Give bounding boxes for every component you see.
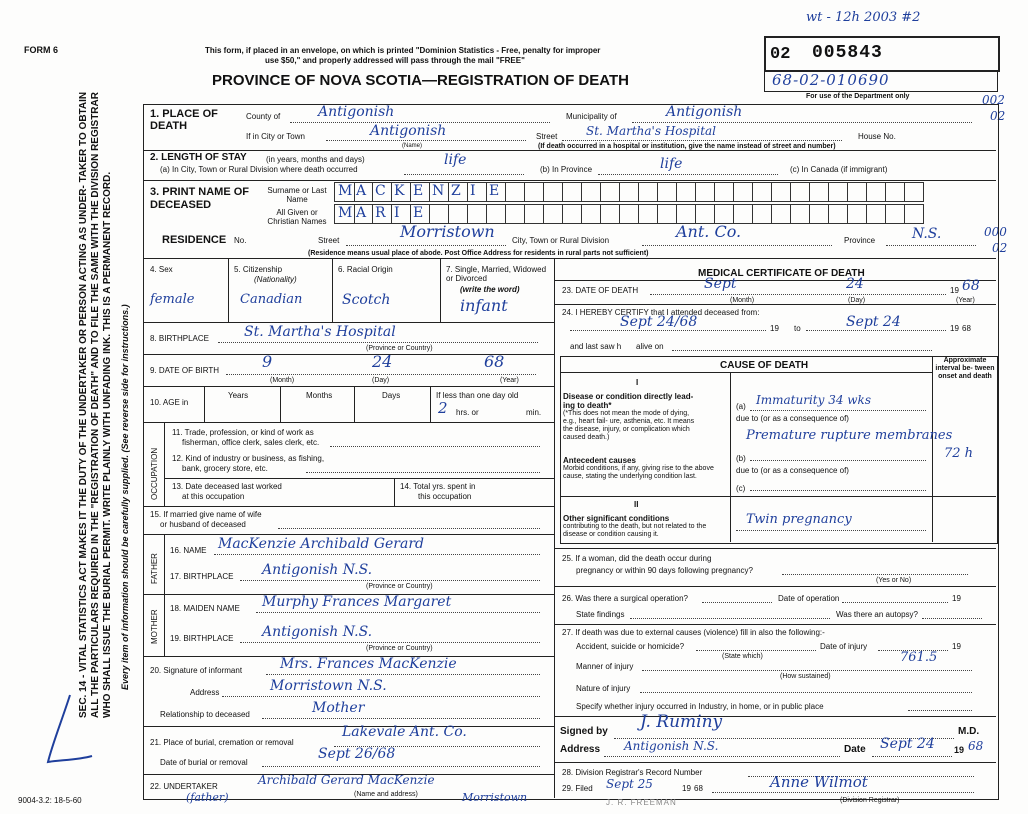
occ-11-line1: 11. Trade, profession, or kind of work as — [172, 428, 314, 437]
citizenship-sub: (Nationality) — [254, 275, 297, 284]
how-sustained-label: (How sustained) — [780, 673, 831, 680]
reg-number-handwritten: 68-02-010690 — [772, 71, 890, 89]
dob-month-label: (Month) — [270, 377, 295, 384]
dob-label: 9. DATE OF BIRTH — [150, 366, 220, 375]
given-names-label: All Given or Christian Names — [267, 208, 327, 226]
name-sublabel: (Name) — [402, 143, 423, 149]
mother-maiden-label: 18. MAIDEN NAME — [170, 604, 240, 613]
surname-letter-box[interactable] — [904, 182, 924, 202]
residence-street-label: Street — [318, 236, 340, 245]
attended-century-2: 19 — [950, 324, 959, 333]
surname-letter: E — [413, 183, 424, 199]
print-name-label: 3. PRINT NAME OF DECEASED — [150, 186, 250, 211]
dept-use-label: For use of the Department only — [806, 93, 910, 100]
surname-letter: E — [489, 183, 500, 199]
yes-no-label: (Yes or No) — [876, 577, 912, 584]
q27-label: 27. If death was due to external causes (violence) fill in also the following:- — [562, 628, 825, 637]
undertaker-town: Morristown — [462, 791, 528, 804]
footer-code: 9004-3.2: 18-5-60 — [18, 796, 82, 805]
residence-division-label: City, Town or Rural Division — [512, 236, 610, 245]
disease-label: Disease or condition directly lead- ing to death* — [563, 392, 694, 410]
informant-address-value[interactable]: Morristown N.S. — [270, 678, 387, 694]
racial-origin-value[interactable]: Scotch — [342, 292, 391, 308]
margin-mark-icon — [40, 690, 100, 770]
burial-place-value[interactable]: Lakevale Ant. Co. — [342, 724, 467, 740]
residence-province-label: Province — [844, 236, 876, 245]
surname-letter-box[interactable] — [638, 182, 658, 202]
surname-letter-box[interactable] — [676, 182, 696, 202]
length-of-stay-label: 2. LENGTH OF STAY — [150, 152, 247, 163]
surname-letter-box[interactable] — [885, 182, 905, 202]
surname-letter-box[interactable] — [847, 182, 867, 202]
vital-statistics-instructions: SEC. 14 - VITAL STATISTICS ACT MAKES IT THE DUTY OF THE UNDERTAKER OR PERSON ACTING AS UNDER- TAKER TO OBTAIN ALL THE PARTICULARS REQUIRED IN THE "REGISTRATION OF DEATH" AND TO FILE THE SAME WITH THE DIVISION REGISTRAR WHO SHALL ISSUE THE BURIAL PERMIT. WRITE PLAINLY WITH UNFADING INK. THIS IS A PERMANENT RECORD. — [78, 91, 113, 718]
sign-date-label: Date — [844, 744, 866, 755]
surname-letter-box[interactable] — [467, 182, 487, 202]
occ-12-line2: bank, grocery store, etc. — [182, 464, 268, 473]
accident-label: Accident, suicide or homicide? — [576, 642, 685, 651]
place-of-death-label: 1. PLACE OF DEATH — [150, 108, 218, 132]
attended-century-1: 19 — [770, 324, 779, 333]
municipality-label: Municipality of — [566, 112, 617, 121]
q29-label: 29. Filed — [562, 784, 593, 793]
given-letter-box[interactable] — [866, 204, 886, 224]
surname-letter-box[interactable] — [828, 182, 848, 202]
surname-letter-box[interactable] — [600, 182, 620, 202]
age-days-label: Days — [382, 391, 401, 400]
corner-note: wt - 12h 2003 #2 — [806, 10, 921, 25]
surname-letter: A — [356, 183, 367, 199]
occ-11-line2: fisherman, office clerk, sales clerk, etc. — [182, 438, 320, 447]
sign-year[interactable]: 68 — [968, 739, 984, 753]
death-year[interactable]: 68 — [962, 278, 980, 294]
given-letter-box[interactable] — [885, 204, 905, 224]
given-letter: E — [413, 205, 424, 221]
registrar-stamp: J. R. FREEMAN — [606, 798, 677, 807]
surname-letter-box[interactable] — [771, 182, 791, 202]
reverse-side-note: Every item of information should be carefully supplied. (See reverse side for instructions.) — [120, 304, 130, 690]
residence-province-value[interactable]: N.S. — [912, 226, 942, 242]
given-letter: M — [338, 205, 353, 221]
antecedent-label: Antecedent causes — [563, 456, 636, 465]
death-day-label: (Day) — [848, 297, 866, 304]
given-letter: A — [356, 205, 367, 221]
nature-label: Nature of injury — [576, 684, 631, 693]
father-side-label: FATHER — [150, 553, 159, 584]
surname-letter-box[interactable] — [581, 182, 601, 202]
specify-label: Specify whether injury occurred in Industry, in home, or in public place — [576, 702, 824, 711]
form-label: FORM 6 — [24, 45, 59, 55]
mother-birthplace-label: 19. BIRTHPLACE — [170, 634, 234, 643]
attended-year: 68 — [962, 324, 971, 333]
surname-letter-box[interactable] — [695, 182, 715, 202]
given-letter-box[interactable] — [429, 204, 449, 224]
burial-date-value[interactable]: Sept 26/68 — [318, 746, 396, 762]
death-month-label: (Month) — [730, 297, 755, 304]
given-letter-box[interactable] — [486, 204, 506, 224]
birthplace-label: 8. BIRTHPLACE — [150, 334, 209, 343]
signed-by-label: Signed by — [560, 726, 608, 737]
age-less-label: If less than one day old — [436, 391, 519, 400]
registrar-label: (Division Registrar) — [840, 797, 900, 804]
spouse-line1: 15. If married give name of wife — [150, 510, 262, 519]
surname-letter-box[interactable] — [486, 182, 506, 202]
surname-letter-box[interactable] — [809, 182, 829, 202]
md-label: M.D. — [958, 726, 980, 737]
last-saw-label: and last saw h — [570, 342, 622, 351]
surname-letter-box[interactable] — [562, 182, 582, 202]
margin-code-3: 000 — [984, 225, 1007, 239]
surname-letter-box[interactable] — [752, 182, 772, 202]
father-birthplace-label: 17. BIRTHPLACE — [170, 572, 234, 581]
q26-label: 26. Was there a surgical operation? — [562, 594, 688, 603]
attended-to[interactable]: Sept 24 — [846, 314, 901, 330]
death-date-label: 23. DATE OF DEATH — [562, 286, 639, 295]
occ-13-line1: 13. Date deceased last worked — [172, 482, 282, 491]
surname-letter-box[interactable] — [543, 182, 563, 202]
due-to-label-2: due to (or as a consequence of) — [736, 466, 849, 475]
city-value[interactable]: Antigonish — [370, 123, 447, 139]
marital-sub: (write the word) — [460, 285, 520, 294]
stay-canada-label: (c) In Canada (if immigrant) — [790, 165, 888, 174]
filed-century: 19 — [682, 784, 691, 793]
relationship-value[interactable]: Mother — [312, 700, 365, 716]
given-letter-box[interactable] — [828, 204, 848, 224]
birthplace-value[interactable]: St. Martha's Hospital — [244, 324, 396, 340]
surname-letter-box[interactable] — [353, 182, 373, 202]
certify-label: 24. I HEREBY CERTIFY that I attended deceased from: — [562, 308, 760, 317]
occ-14-line2: this occupation — [418, 492, 472, 501]
city-label: If in City or Town — [246, 132, 305, 141]
citizenship-value[interactable]: Canadian — [240, 292, 303, 307]
surname-letter-box[interactable] — [410, 182, 430, 202]
given-letter-box[interactable] — [353, 204, 373, 224]
surname-letter-box[interactable] — [429, 182, 449, 202]
mother-birthplace-value[interactable]: Antigonish N.S. — [262, 624, 373, 640]
surname-letter: K — [394, 183, 405, 199]
given-letter-box[interactable] — [562, 204, 582, 224]
undertaker-note: (father) — [186, 791, 229, 804]
q28-label: 28. Division Registrar's Record Number — [562, 768, 703, 777]
relationship-label: Relationship to deceased — [160, 710, 250, 719]
operation-century: 19 — [952, 594, 961, 603]
doctor-address-value[interactable]: Antigonish N.S. — [624, 739, 719, 753]
surname-letter-box[interactable] — [372, 182, 392, 202]
occ-13-line2: at this occupation — [182, 492, 245, 501]
father-birthplace-value[interactable]: Antigonish N.S. — [262, 562, 373, 578]
county-value[interactable]: Antigonish — [318, 104, 395, 120]
surname-letter-box[interactable] — [866, 182, 886, 202]
antecedent-note: Morbid conditions, if any, giving rise to the above cause, stating the underlying condition last. — [563, 465, 714, 480]
surname-letter: Z — [451, 183, 461, 199]
given-letter-box[interactable] — [847, 204, 867, 224]
injury-code: 761.5 — [900, 650, 938, 665]
given-letter-box[interactable] — [334, 204, 355, 224]
roman-one: I — [636, 378, 639, 387]
dob-month[interactable]: 9 — [262, 352, 273, 371]
age-hrs-value[interactable]: 2 — [438, 399, 448, 417]
given-letter-box[interactable] — [372, 204, 392, 224]
surname-letter-box[interactable] — [733, 182, 753, 202]
sign-century: 19 — [954, 745, 965, 755]
medical-title: MEDICAL CERTIFICATE OF DEATH — [698, 268, 865, 279]
residence-no-label: No. — [234, 236, 247, 245]
surname-letter-box[interactable] — [714, 182, 734, 202]
reg-number: 005843 — [812, 43, 883, 63]
spouse-line2: or husband of deceased — [160, 520, 246, 529]
given-letter: I — [394, 205, 400, 221]
surname-letter-box[interactable] — [524, 182, 544, 202]
surname-letter-box[interactable] — [619, 182, 639, 202]
mother-maiden-value[interactable]: Murphy Frances Margaret — [262, 594, 452, 610]
street-value[interactable]: St. Martha's Hospital — [586, 124, 717, 138]
surname-letter-box[interactable] — [391, 182, 411, 202]
manner-label: Manner of injury — [576, 662, 634, 671]
given-letter-box[interactable] — [410, 204, 430, 224]
occ-14-line1: 14. Total yrs. spent in — [400, 482, 476, 491]
q25-line1: 25. If a woman, did the death occur during — [562, 554, 712, 563]
filed-date[interactable]: Sept 25 — [606, 777, 653, 791]
given-letter-box[interactable] — [904, 204, 924, 224]
given-letter-box[interactable] — [600, 204, 620, 224]
age-min-label: min. — [526, 408, 542, 417]
other-conditions-value[interactable]: Twin pregnancy — [746, 512, 852, 527]
stay-province-label: (b) In Province — [540, 165, 593, 174]
state-findings-label: State findings — [576, 610, 625, 619]
mother-birthplace-sub: (Province or Country) — [366, 645, 433, 652]
given-letter-box[interactable] — [733, 204, 753, 224]
citizenship-label: 5. Citizenship — [234, 265, 283, 274]
informant-label: 20. Signature of informant — [150, 666, 243, 675]
form-title: PROVINCE OF NOVA SCOTIA—REGISTRATION OF DEATH — [212, 72, 629, 89]
approx-interval-label: Approximate interval be- tween onset and death — [935, 357, 995, 380]
occupation-side-label: OCCUPATION — [150, 447, 159, 500]
injury-date-label: Date of injury — [820, 642, 868, 651]
margin-code-4: 02 — [992, 241, 1008, 255]
cause-b-value[interactable]: Premature rupture membranes — [746, 428, 953, 443]
residence-division-value[interactable]: Ant. Co. — [676, 222, 742, 241]
birthplace-sub: (Province or Country) — [366, 345, 433, 352]
interval-b-value[interactable]: 72 h — [944, 446, 974, 461]
undertaker-label: 22. UNDERTAKER — [150, 782, 218, 791]
surname-letter: M — [338, 183, 353, 199]
undertaker-value[interactable]: Archibald Gerard MacKenzie — [258, 773, 435, 787]
other-conditions-note: contributing to the death, but not related to the disease or condition causing it. — [563, 523, 707, 538]
municipality-value[interactable]: Antigonish — [666, 104, 743, 120]
operation-date-label: Date of operation — [778, 594, 840, 603]
stay-city-value[interactable]: life — [444, 152, 467, 168]
hospital-note: (If death occurred in a hospital or institution, give the name instead of street and number) — [538, 143, 836, 150]
sex-value[interactable]: female — [150, 292, 195, 307]
given-letter-box[interactable] — [676, 204, 696, 224]
surname-letter-box[interactable] — [334, 182, 355, 202]
occ-12-line1: 12. Kind of industry or business, as fishing, — [172, 454, 325, 463]
burial-place-label: 21. Place of burial, cremation or removal — [150, 738, 294, 747]
residence-note: (Residence means usual place of abode. Post Office Address for residents in rural parts not sufficient) — [308, 250, 649, 257]
mother-side-label: MOTHER — [150, 609, 159, 644]
death-day[interactable]: 24 — [846, 276, 864, 292]
disease-note: (*This does not mean the mode of dying, e.g., heart fail- ure, asthenia, etc. It means the disease, injury, or complication which caused death.) — [563, 410, 695, 441]
given-letter-box[interactable] — [752, 204, 772, 224]
given-letter-box[interactable] — [695, 204, 715, 224]
age-years-label: Years — [228, 391, 249, 400]
given-letter-box[interactable] — [543, 204, 563, 224]
alive-on-label: alive on — [636, 342, 664, 351]
dob-day[interactable]: 24 — [372, 352, 393, 371]
age-label: 10. AGE in — [150, 398, 189, 407]
cause-a-value[interactable]: Immaturity 34 wks — [756, 393, 871, 407]
age-months-label: Months — [306, 391, 333, 400]
racial-origin-label: 6. Racial Origin — [338, 265, 393, 274]
surname-letter-box[interactable] — [505, 182, 525, 202]
surname-letter-box[interactable] — [448, 182, 468, 202]
mail-notice-line2: use $50," and properly addressed will pass through the mail "FREE" — [265, 56, 525, 65]
father-birthplace-sub: (Province or Country) — [366, 583, 433, 590]
death-month[interactable]: Sept — [704, 276, 737, 292]
reg-prefix: 02 — [770, 45, 791, 64]
mail-notice-line1: This form, if placed in an envelope, on which is printed "Dominion Statistics - Free, penalty for improper — [205, 46, 601, 55]
margin-code-1: 002 — [982, 93, 1005, 107]
given-letter-box[interactable] — [581, 204, 601, 224]
father-name-value[interactable]: MacKenzie Archibald Gerard — [218, 536, 424, 552]
length-of-stay-sub: (in years, months and days) — [266, 155, 365, 164]
sign-date-value[interactable]: Sept 24 — [880, 736, 935, 752]
autopsy-label: Was there an autopsy? — [836, 610, 918, 619]
stay-city-label: (a) In City, Town or Rural Division where death occurred — [160, 165, 358, 174]
undertaker-sub: (Name and address) — [354, 791, 418, 798]
residence-street-value[interactable]: Morristown — [400, 222, 495, 241]
street-label: Street — [536, 132, 558, 141]
given-letter: R — [375, 205, 386, 221]
surname-letter-box[interactable] — [657, 182, 677, 202]
given-letter-box[interactable] — [714, 204, 734, 224]
given-letter-box[interactable] — [619, 204, 639, 224]
due-to-label-1: due to (or as a consequence of) — [736, 414, 849, 423]
dob-year-label: (Year) — [500, 377, 519, 384]
father-name-label: 16. NAME — [170, 546, 207, 555]
residence-label: RESIDENCE — [162, 234, 227, 246]
given-letter-box[interactable] — [448, 204, 468, 224]
cause-b-label: (b) — [736, 454, 746, 463]
cause-c-label: (c) — [736, 484, 746, 493]
given-letter-box[interactable] — [771, 204, 791, 224]
given-letter-box[interactable] — [790, 204, 810, 224]
cause-a-label: (a) — [736, 402, 746, 411]
cause-title: CAUSE OF DEATH — [720, 360, 809, 371]
informant-value[interactable]: Mrs. Frances MacKenzie — [280, 656, 457, 672]
given-letter-box[interactable] — [524, 204, 544, 224]
attended-from[interactable]: Sept 24/68 — [620, 314, 698, 330]
surname-letter: C — [375, 183, 386, 199]
informant-address-label: Address — [190, 688, 220, 697]
attended-to-label: to — [794, 324, 801, 333]
state-which-label: (State which) — [722, 653, 763, 660]
surname-letter-box[interactable] — [790, 182, 810, 202]
stay-province-value[interactable]: life — [660, 156, 683, 172]
given-letter-box[interactable] — [638, 204, 658, 224]
death-century: 19 — [950, 286, 959, 295]
surname-letter: N — [432, 183, 445, 199]
marital-value[interactable]: infant — [460, 296, 508, 315]
dob-year[interactable]: 68 — [484, 352, 505, 371]
other-conditions-label: Other significant conditions — [563, 514, 670, 523]
registrar-signature[interactable]: Anne Wilmot — [770, 773, 868, 791]
roman-two: II — [634, 500, 639, 509]
given-letter-box[interactable] — [391, 204, 411, 224]
age-hrs-label: hrs. or — [456, 408, 479, 417]
given-letter-box[interactable] — [809, 204, 829, 224]
filed-year: 68 — [694, 784, 703, 793]
county-label: County of — [246, 112, 281, 121]
doctor-address-label: Address — [560, 744, 601, 755]
given-letter-box[interactable] — [657, 204, 677, 224]
dob-day-label: (Day) — [372, 377, 390, 384]
house-label: House No. — [858, 132, 896, 141]
signed-by-value[interactable]: J. Ruminy — [640, 712, 723, 732]
sex-label: 4. Sex — [150, 265, 173, 274]
burial-date-label: Date of burial or removal — [160, 758, 248, 767]
surname-label: Surname or Last Name — [267, 186, 327, 204]
given-letter-box[interactable] — [467, 204, 487, 224]
death-year-label: (Year) — [956, 297, 975, 304]
q25-line2: pregnancy or within 90 days following pregnancy? — [576, 566, 753, 575]
margin-code-2: 02 — [990, 109, 1006, 123]
marital-label: 7. Single, Married, Widowed or Divorced — [446, 265, 547, 283]
surname-letter: I — [470, 183, 476, 199]
given-letter-box[interactable] — [505, 204, 525, 224]
injury-century: 19 — [952, 642, 961, 651]
